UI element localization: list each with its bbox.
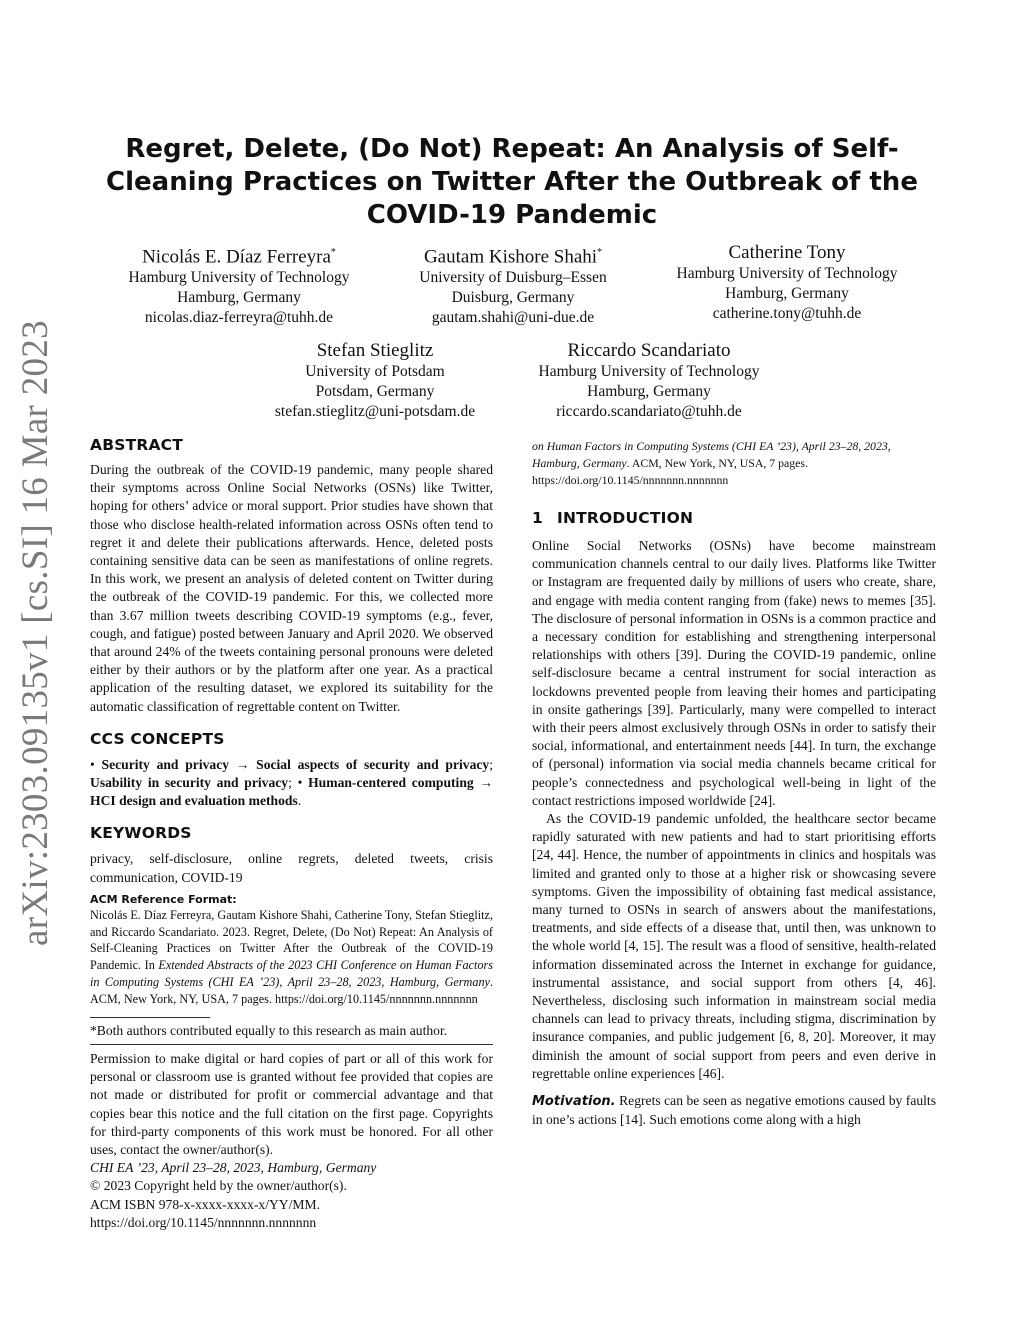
author-email[interactable]: riccardo.scandariato@tuhh.de xyxy=(556,403,742,420)
footnote-rule xyxy=(90,1017,210,1018)
ccs-bullet: • xyxy=(297,775,303,791)
ccs-end: . xyxy=(297,793,302,809)
permission-text: Permission to make digital or hard copies of part or all of this work for personal or classroom use is granted without fee provided that copies are not made or distributed for profit or commercial advantage and that copies bear this notice and the full citation on the first page. Copyrights for third-party components of this work must be honored. For all other uses, contact the owner/author(s). xyxy=(90,1051,493,1158)
motivation-text: Regrets can be seen as negative emotions caused by faults in one’s actions [14]. Such emotions come along with a high xyxy=(532,1093,937,1128)
arxiv-identifier-stamp: arXiv:2303.09135v1 [cs.SI] 16 Mar 2023 xyxy=(15,320,56,946)
author-name: Catherine Tony xyxy=(728,242,846,263)
acm-reference-tail: . ACM, New York, NY, USA, 7 pages. https://doi.org/10.1145/nnnnnnn.nnnnnnn xyxy=(90,975,493,1006)
acm-reference-heading: ACM Reference Format: xyxy=(90,892,237,906)
author-block xyxy=(250,340,500,422)
permission-isbn: ACM ISBN 978-x-xxxx-xxxx-x/YY/MM. xyxy=(90,1196,320,1212)
author-affiliation: Hamburg University of Technology xyxy=(128,269,350,287)
ccs-concept: Usability in security and privacy xyxy=(90,775,289,791)
abstract-heading: ABSTRACT xyxy=(90,436,184,454)
ccs-concept: Social aspects of security and privacy xyxy=(256,756,490,772)
footnote: *Both authors contributed equally to this research as main author. xyxy=(90,1023,448,1038)
ccs-bullet: • xyxy=(90,756,95,772)
author-email[interactable]: nicolas.diaz-ferreyra@tuhh.de xyxy=(144,309,334,327)
ccs-separator: ; xyxy=(288,775,298,791)
author-name: Gautam Kishore Shahi xyxy=(423,246,598,268)
equal-contribution-mark: * xyxy=(330,247,336,258)
permission-doi[interactable]: https://doi.org/10.1145/nnnnnnn.nnnnnnn xyxy=(90,1214,317,1230)
section-title: INTRODUCTION xyxy=(557,509,694,527)
equal-contribution-mark: * xyxy=(597,247,603,258)
intro-paragraph: Online Social Networks (OSNs) have become mainstream communication channels central to our daily lives. Platforms like Twitter or Instagram are frequented daily by millions of users who create, share, and engage with media content ranging from (fake) news to memes [35]. The disclosure of personal information in OSNs is a common practice and a necessary condition for establishing and strengthening interpersonal relationships with others [39]. During the COVID-19 pandemic, online self-disclosure became a central instrument for social interaction as lockdowns prevented people from leaving their homes and participating in onsite gatherings [39]. Particularly, many were compelled to interact with their peers almost exclusively through OSNs in order to satisfy their social, informational, and entertainment needs [44]. In turn, the exchange of (personal) information via social media channels became critical for people’s connectedness and psychological well-being in light of the contact restrictions imposed worldwide [24]. xyxy=(532,538,936,808)
author-affiliation: University of Potsdam xyxy=(305,363,445,380)
author-affiliation: Hamburg University of Technology xyxy=(676,265,898,282)
author-block xyxy=(656,242,918,324)
author-block xyxy=(390,242,636,328)
author-name: Nicolás E. Díaz Ferreyra xyxy=(142,246,331,268)
ccs-arrow: → xyxy=(479,775,494,791)
ccs-concepts xyxy=(90,756,493,811)
section-number: 1 xyxy=(532,509,543,527)
motivation-paragraph xyxy=(532,1092,936,1129)
ccs-concept: Human-centered computing xyxy=(308,775,474,791)
paper-title: Regret, Delete, (Do Not) Repeat: An Analysis of Self-Cleaning Practices on Twitter After the Outbreak of the COVID-19 Pandemic xyxy=(106,134,918,230)
author-location: Duisburg, Germany xyxy=(451,289,575,307)
author-location: Potsdam, Germany xyxy=(315,383,435,400)
ccs-separator: ; xyxy=(489,756,493,772)
introduction-heading xyxy=(532,509,936,527)
permission-block xyxy=(90,1044,493,1232)
keywords-heading: KEYWORDS xyxy=(90,824,192,843)
author-email[interactable]: stefan.stieglitz@uni-potsdam.de xyxy=(274,403,476,420)
author-block xyxy=(518,340,780,422)
ccs-concept: Security and privacy xyxy=(101,756,230,772)
ccs-heading: CCS CONCEPTS xyxy=(90,729,225,748)
author-location: Hamburg, Germany xyxy=(587,383,711,400)
author-location: Hamburg, Germany xyxy=(177,289,301,307)
acm-reference-continuation: on Human Factors in Computing Systems (CHI EA ’23), April 23–28, 2023, Hamburg, Germany. ACM, New York, NY, USA, 7 pages. https://doi.org/10.1145/nnnnnnn.nnnnnnn xyxy=(532,439,891,487)
motivation-label: Motivation. xyxy=(532,1094,616,1110)
permission-copyright: © 2023 Copyright held by the owner/author(s). xyxy=(90,1178,347,1194)
intro-paragraph: As the COVID-19 pandemic unfolded, the healthcare sector became rapidly saturated with new patients and had to start prioritising efforts [24, 44]. Hence, the number of appointments in clinics and hospitals was limited and granted only to those at a higher risk or showcasing severe symptoms. Given the impossibility of obtaining fast medical assistance, many turned to OSNs in search of answers about the manifestations, treatments, and side effects of a disease that, until then, was unknown to the whole world [4, 15]. The result was a flood of sensitive, health-related information disseminated across the Internet in exchange for guidance, instrumental assistance, and social support from others [4, 46]. Nevertheless, disclosing such information in mainstream social media channels can lead to privacy threats, including stigma, discrimination by insurance companies, and public judgement [6, 8, 20]. Moreover, it may diminish the amount of social support from peers and even derive in regrettable online experiences [46]. xyxy=(532,811,936,1081)
author-name: Stefan Stieglitz xyxy=(316,340,434,361)
author-block xyxy=(108,242,370,328)
ccs-arrow: → xyxy=(235,756,250,772)
author-affiliation: Hamburg University of Technology xyxy=(538,363,760,380)
left-column xyxy=(90,436,493,1008)
acm-reference-text xyxy=(90,907,493,1008)
author-email[interactable]: gautam.shahi@uni-due.de xyxy=(431,309,595,327)
permission-rule xyxy=(90,1044,493,1045)
ccs-concept: HCI design and evaluation methods xyxy=(90,793,298,809)
abstract-text: During the outbreak of the COVID-19 pandemic, many people shared their symptoms across Online Social Networks (OSNs) like Twitter, hoping for others’ advice or moral support. Prior studies have shown that those who disclose health-related information across OSNs often tend to regret it and delete their publications afterwards. Hence, deleted posts containing sensitive data can be seen as manifestations of online regrets. In this work, we present an analysis of deleted content on Twitter during the outbreak of the COVID-19 pandemic. For this, we collected more than 3.67 million tweets describing COVID-19 symptoms (e.g., fever, cough, and fatigue) posted between January and April 2020. We observed that around 24% of the tweets containing personal pronouns were deleted either by their authors or by the platform after one year. As a practical application of the resulting dataset, we explored its suitability for the automatic classification of regrettable content on Twitter. xyxy=(90,462,493,714)
author-location: Hamburg, Germany xyxy=(725,285,849,302)
acm-reference-authors: Nicolás E. Díaz Ferreyra, Gautam Kishore Shahi, Catherine Tony, Stefan Stieglitz, and Riccardo Scandariato. 2023. Regret, Delete, (Do Not) Repeat: An Analysis of Self-Cleaning Practices on Twitter After the Outbreak of the COVID-19 Pandemic. In xyxy=(90,907,493,973)
author-affiliation: University of Duisburg–Essen xyxy=(419,269,607,287)
author-name: Riccardo Scandariato xyxy=(567,340,731,361)
keywords-text: privacy, self-disclosure, online regrets, deleted tweets, crisis communication, COVID-19 xyxy=(90,851,493,885)
author-email[interactable]: catherine.tony@tuhh.de xyxy=(712,305,862,322)
permission-venue: CHI EA ’23, April 23–28, 2023, Hamburg, Germany xyxy=(90,1160,377,1176)
footnote-area xyxy=(90,1017,493,1040)
right-column xyxy=(532,438,936,1130)
acm-reference-venue: Extended Abstracts of the 2023 CHI Conference on Human Factors in Computing Systems (CHI EA ’23), April 23–28, 2023, Hamburg, Germany xyxy=(90,958,493,990)
